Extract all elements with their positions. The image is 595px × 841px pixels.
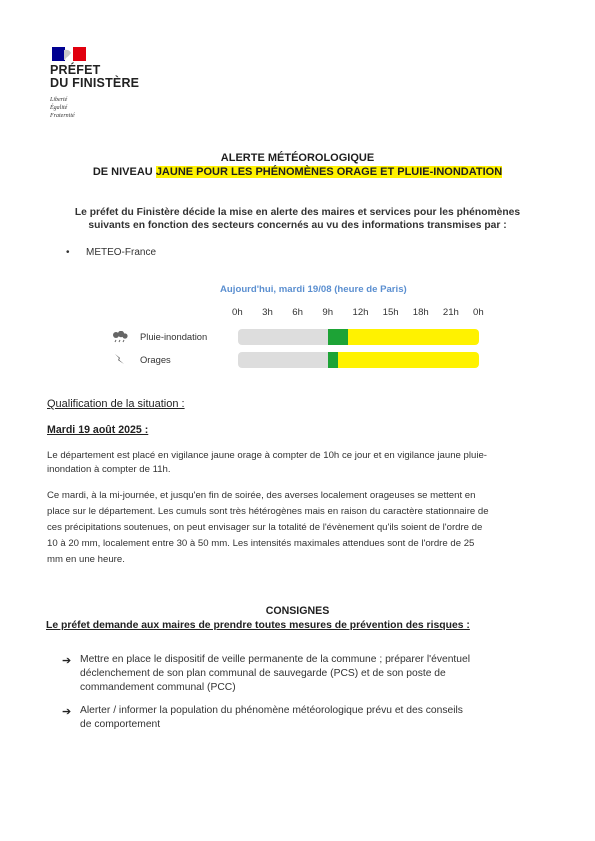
hour-tick-label: 0h bbox=[473, 307, 484, 318]
brand-line-2: DU FINISTÈRE bbox=[50, 76, 140, 90]
motto-fraternite: Fraternité bbox=[50, 113, 75, 119]
situation-date: Mardi 19 août 2025 : bbox=[47, 424, 149, 436]
intro-paragraph bbox=[40, 206, 555, 232]
situation-paragraph-1 bbox=[47, 449, 541, 477]
brand-line-1: PRÉFET bbox=[50, 63, 101, 77]
bullet: • bbox=[66, 247, 70, 258]
source-item bbox=[66, 247, 156, 258]
vigilance-bar-orages bbox=[238, 352, 479, 368]
vigilance-title: Aujourd'hui, mardi 19/08 (heure de Paris) bbox=[220, 284, 407, 295]
alert-title-line1: ALERTE MÉTÉOROLOGIQUE bbox=[220, 152, 375, 164]
republic-motto bbox=[50, 96, 75, 120]
segment-yellow bbox=[338, 352, 479, 368]
alert-title-prefix: DE NIVEAU bbox=[92, 166, 156, 178]
segment-no-alert bbox=[238, 352, 328, 368]
consigne-1-line-1: Mettre en place le dispositif de veille permanente de la commune ; préparer l'éventuel bbox=[80, 654, 471, 665]
alert-title-highlight: JAUNE POUR LES PHÉNOMÈNES ORAGE ET PLUIE-INONDATION bbox=[155, 166, 503, 178]
p1-line-2: inondation à compter de 11h. bbox=[47, 464, 171, 475]
vigilance-bar-pluie-inondation bbox=[238, 329, 479, 345]
p2-line-1: Ce mardi, à la mi-journée, et jusqu'en fin de soirée, des averses localement orageuses se mettent en bbox=[47, 490, 476, 501]
hour-tick-label: 18h bbox=[412, 307, 429, 318]
p2-line-3: ces précipitations soutenues, on peut envisager sur la totalité de l'évènement qu'ils soient de l'ordre de bbox=[47, 522, 483, 533]
segment-no-alert bbox=[238, 329, 328, 345]
hour-tick-label: 0h bbox=[232, 307, 243, 318]
lightning-icon bbox=[113, 353, 127, 365]
consigne-2-line-2: de comportement bbox=[80, 719, 161, 730]
p2-line-4: 10 à 20 mm, localement entre 30 à 50 mm. Les intensités maximales attendues sont de l'ordre de 25 bbox=[47, 538, 475, 549]
consigne-2-line-1: Alerter / informer la population du phénomène météorologique prévu et des conseils bbox=[80, 705, 463, 716]
hour-tick-label: 9h bbox=[322, 307, 334, 318]
consigne-item-1 bbox=[80, 653, 542, 695]
consigne-1-line-2: déclenchement de son plan communal de sauvegarde (PCS) et de son poste de bbox=[80, 668, 446, 679]
situation-heading: Qualification de la situation : bbox=[47, 398, 185, 410]
consignes-subtitle: Le préfet demande aux maires de prendre toutes mesures de prévention des risques : bbox=[46, 620, 470, 631]
segment-yellow bbox=[348, 329, 479, 345]
rain-icon bbox=[111, 331, 129, 343]
row-label-pluie-inondation: Pluie-inondation bbox=[140, 331, 208, 342]
alert-title-line2 bbox=[0, 165, 595, 179]
prefecture-name bbox=[50, 64, 139, 90]
p1-line-1: Le département est placé en vigilance jaune orage à compter de 10h ce jour et en vigilance jaune pluie- bbox=[47, 450, 488, 461]
hour-tick-label: 21h bbox=[442, 307, 459, 318]
consigne-item-2 bbox=[80, 704, 542, 732]
arrow-icon: ➔ bbox=[62, 655, 72, 667]
segment-green bbox=[328, 329, 348, 345]
consigne-1-line-3: commandement communal (PCC) bbox=[80, 682, 236, 693]
motto-liberte: Liberté bbox=[50, 97, 68, 103]
hour-tick-label: 6h bbox=[292, 307, 303, 318]
hour-tick-label: 15h bbox=[382, 307, 399, 318]
row-label-orages: Orages bbox=[140, 354, 171, 365]
motto-egalite: Égalité bbox=[50, 105, 68, 111]
p2-line-5: mm en une heure. bbox=[47, 554, 125, 565]
situation-paragraph-2 bbox=[47, 488, 541, 568]
source-name: METEO-France bbox=[86, 247, 157, 258]
p2-line-2: place sur le département. Les cumuls sont très hétérogènes mais en raison du caractère stationnaire de bbox=[47, 506, 489, 517]
intro-line-1: Le préfet du Finistère décide la mise en alerte des maires et services pour les phénomènes bbox=[74, 207, 521, 218]
hour-tick-label: 12h bbox=[352, 307, 369, 318]
marianne-flag-logo bbox=[52, 47, 86, 61]
arrow-icon: ➔ bbox=[62, 706, 72, 718]
intro-line-2: suivants en fonction des secteurs concernés au vu des informations transmises par : bbox=[88, 220, 507, 231]
hour-tick-label: 3h bbox=[262, 307, 273, 318]
segment-green bbox=[328, 352, 338, 368]
consignes-title: CONSIGNES bbox=[265, 605, 330, 617]
